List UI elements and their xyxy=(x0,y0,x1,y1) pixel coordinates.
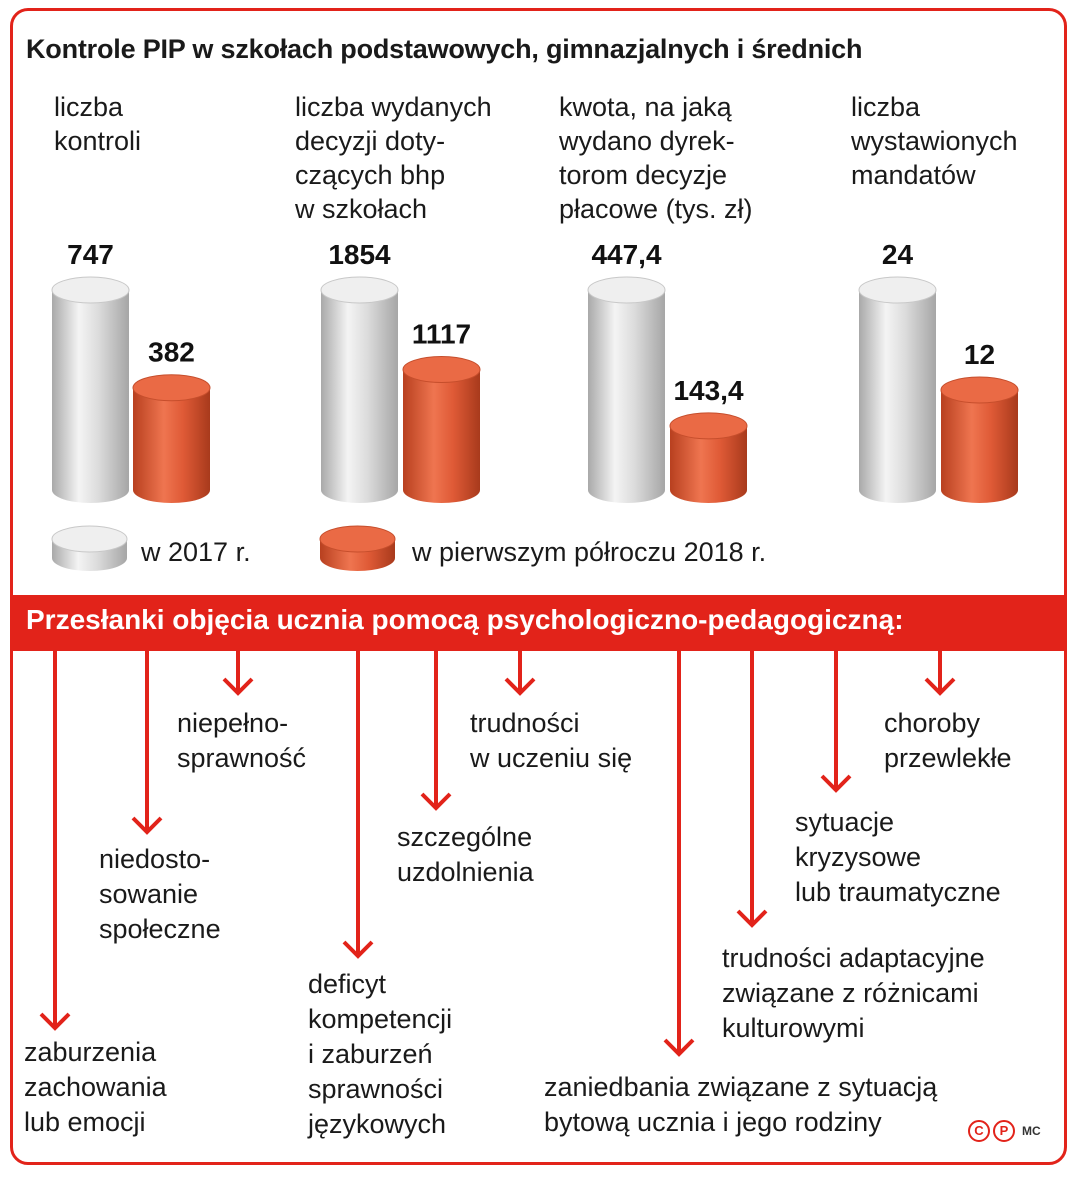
copyright-signature xyxy=(968,1120,1041,1142)
publisher-icon: P xyxy=(993,1120,1015,1142)
arrow-trudnosci-w-uczeniu xyxy=(506,651,534,693)
reason-deficyt: deficyt kompetencji i zaburzeń sprawności językowych xyxy=(308,969,453,1139)
arrow-niepelnosprawnosc xyxy=(224,651,252,693)
arrow-trudnosci-adaptacyjne xyxy=(738,651,766,925)
reason-uzdolnienia: szczególne uzdolnienia xyxy=(397,822,534,887)
value-label-2018-3: 12 xyxy=(963,339,996,370)
reason-trudnosci-w-uczeniu: trudności w uczeniu się xyxy=(470,708,633,773)
value-label-2017-3: 24 xyxy=(881,239,914,270)
copyright-icon: C xyxy=(968,1120,990,1142)
arrow-zaburzenia xyxy=(41,651,69,1028)
reason-niedostosowanie: niedosto- sowanie społeczne xyxy=(99,844,221,944)
reason-niepelnosprawnosc: niepełno- sprawność xyxy=(177,708,307,773)
metric-label-decyzje-bhp: liczba wydanych decyzji doty- czących bhp w szkołach xyxy=(295,92,492,224)
reason-sytuacje-kryzysowe: sytuacje kryzysowe lub traumatyczne xyxy=(795,807,1001,907)
arrow-deficyt xyxy=(344,651,372,956)
metric-label-mandaty: liczba wystawionych mandatów xyxy=(851,92,1018,190)
reason-trudnosci-adaptacyjne: trudności adaptacyjne związane z różnicami kulturowymi xyxy=(722,943,985,1043)
value-label-2018-0: 382 xyxy=(148,336,195,368)
metric-label-kwota: kwota, na jaką wydano dyrek- torom decyzje płacowe (tys. zł) xyxy=(559,92,753,224)
arrow-sytuacje-kryzysowe xyxy=(822,651,850,790)
value-label-2018-2: 143,4 xyxy=(673,374,744,406)
reason-zaniedbania: zaniedbania związane z sytuacją bytową ucznia i jego rodziny xyxy=(544,1072,938,1137)
value-label-2017-1: 1854 xyxy=(328,239,391,270)
value-label-2018-1: 1117 xyxy=(411,318,472,350)
value-label-2017-2: 447,4 xyxy=(591,239,662,270)
arrow-choroby xyxy=(926,651,954,693)
chart-title: Kontrole PIP w szkołach podstawowych, gimnazjalnych i średnich xyxy=(26,34,863,64)
metric-label-kontrole: liczba kontroli xyxy=(54,92,142,156)
section-header: Przesłanki objęcia ucznia pomocą psychologiczno-pedagogiczną: xyxy=(26,604,904,635)
arrow-zaniedbania xyxy=(665,651,693,1054)
author-initials: MC xyxy=(1022,1124,1041,1138)
legend-label-2018: w pierwszym półroczu 2018 r. xyxy=(412,537,767,567)
arrow-uzdolnienia xyxy=(422,651,450,808)
reason-choroby: choroby przewlekłe xyxy=(884,708,1012,773)
legend-label-2017: w 2017 r. xyxy=(141,537,251,567)
reason-zaburzenia: zaburzenia zachowania lub emocji xyxy=(24,1037,167,1137)
arrow-niedostosowanie xyxy=(133,651,161,832)
value-label-2017-0: 747 xyxy=(67,239,114,270)
